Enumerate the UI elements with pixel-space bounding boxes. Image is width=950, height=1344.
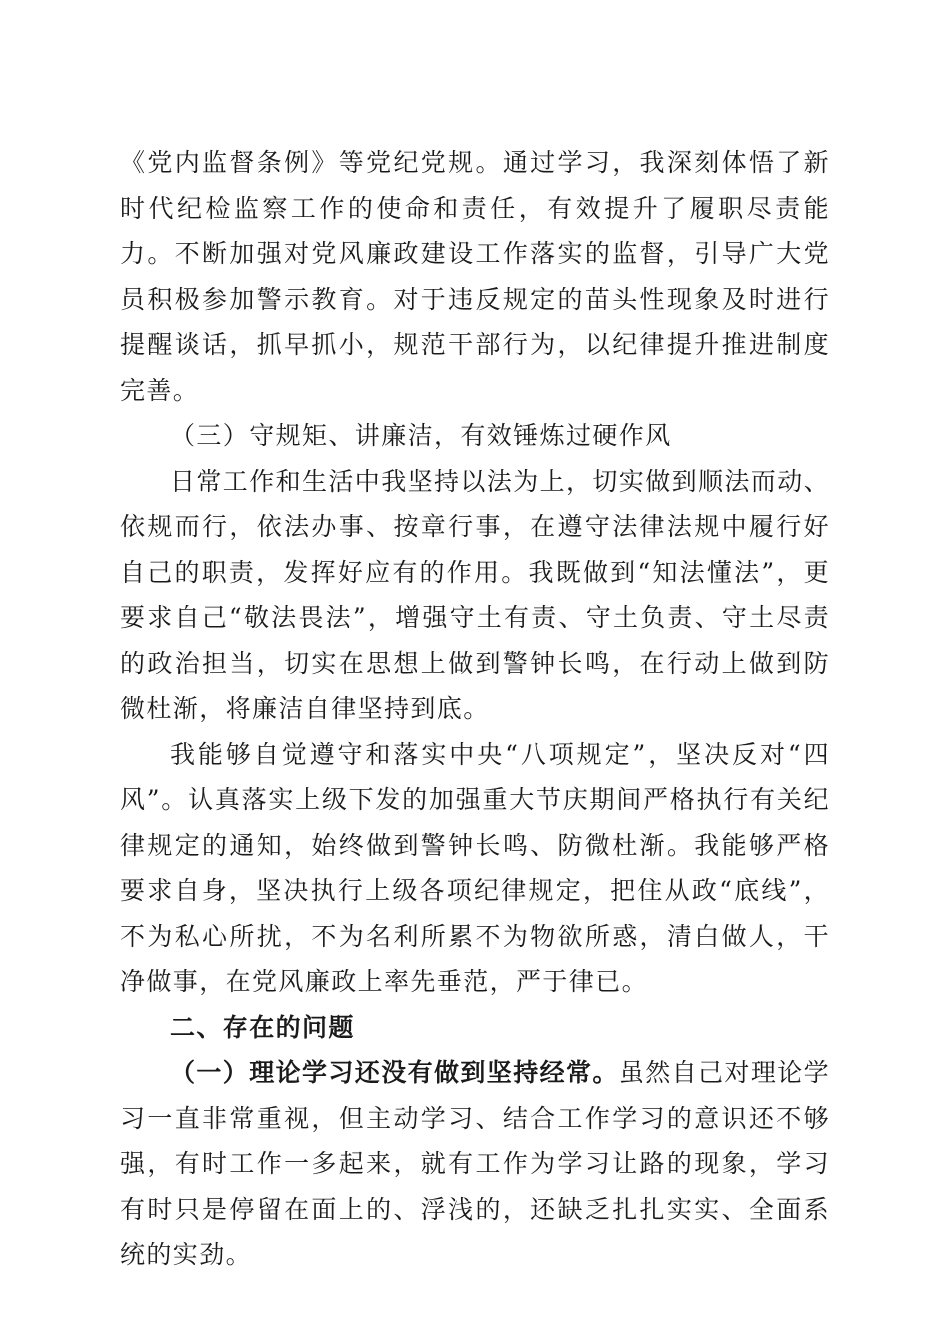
- paragraph-continuation: 《党内监督条例》等党纪党规。通过学习，我深刻体悟了新时代纪检监察工作的使命和责任，有效提升了履职尽责能力。不断加强对党风廉政建设工作落实的监督，引导广大党员积极参加警示教育。对于违反规定的苗头性现象及时进行提醒谈话，抓早抓小，规范干部行为，以纪律提升推进制度完善。: [120, 148, 830, 405]
- section-heading-three: （三）守规矩、讲廉洁，有效锤炼过硬作风: [170, 421, 672, 450]
- problem-one-text: 虽然自己对理论学习一直非常重视，但主动学习、结合工作学习的意识还不够强，有时工作一多起来，就有工作为学习让路的现象，学习有时只是停留在面上的、浮浅的，还缺乏扎扎实实、全面系统的实劲。: [120, 1058, 831, 1269]
- paragraph-eight-rules: 我能够自觉遵守和落实中央“八项规定”，坚决反对“四风”。认真落实上级下发的加强重大节庆期间严格执行有关纪律规定的通知，始终做到警钟长鸣、防微杜渐。我能够严格要求自身，坚决执行上级各项纪律规定，把住从政“底线”，不为私心所扰，不为名利所累不为物欲所惑，清白做人，干净做事，在党风廉政上率先垂范，严于律已。: [120, 739, 830, 996]
- paragraph-rule-of-law: 日常工作和生活中我坚持以法为上，切实做到顺法而动、依规而行，依法办事、按章行事，在遵守法律法规中履行好自己的职责，发挥好应有的作用。我既做到“知法懂法”，更要求自己“敬法畏法”，增强守土有责、守土负责、守土尽责的政治担当，切实在思想上做到警钟长鸣，在行动上做到防微杜渐，将廉洁自律坚持到底。: [120, 466, 831, 723]
- document-body: [120, 140, 830, 1278]
- problem-one-heading: （一）理论学习还没有做到坚持经常。: [170, 1058, 619, 1087]
- paragraph-problem-one: [120, 1050, 830, 1278]
- section-heading-problems: 二、存在的问题: [170, 1012, 355, 1042]
